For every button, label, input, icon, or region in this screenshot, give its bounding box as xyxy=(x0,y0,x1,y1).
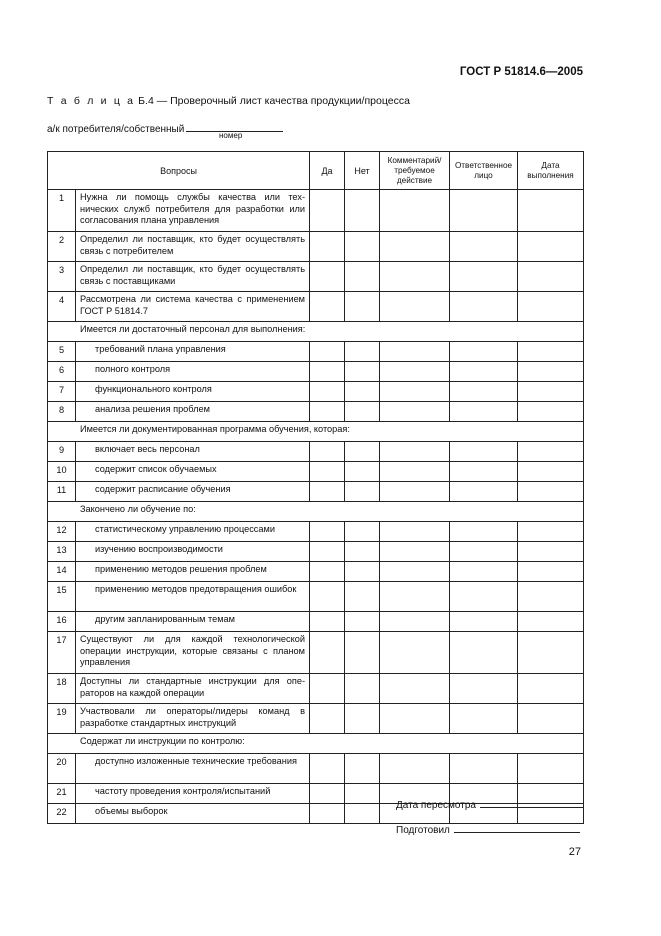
question-text: Участвовали ли операторы/лидеры команд в разработке стандартных инструкций xyxy=(76,704,310,734)
no-cell[interactable] xyxy=(345,612,380,632)
question-row xyxy=(48,362,584,382)
question-text: содержит расписание обучения xyxy=(76,482,310,502)
comment-cell[interactable] xyxy=(380,342,450,362)
question-number: 2 xyxy=(48,232,76,262)
question-text: Доступны ли стандартные инструкции для операторов на каждой операции xyxy=(76,674,310,704)
responsible-cell[interactable] xyxy=(450,190,518,232)
no-cell[interactable] xyxy=(345,582,380,612)
responsible-cell[interactable] xyxy=(450,612,518,632)
date-cell[interactable] xyxy=(518,542,584,562)
checklist-table xyxy=(47,151,584,824)
date-cell[interactable] xyxy=(518,582,584,612)
question-row xyxy=(48,442,584,462)
yes-cell[interactable] xyxy=(310,632,345,674)
no-cell[interactable] xyxy=(345,402,380,422)
comment-cell[interactable] xyxy=(380,582,450,612)
date-cell[interactable] xyxy=(518,232,584,262)
question-number: 20 xyxy=(48,754,76,784)
question-row xyxy=(48,462,584,482)
group-row xyxy=(48,502,584,522)
date-cell[interactable] xyxy=(518,462,584,482)
yes-cell[interactable] xyxy=(310,612,345,632)
yes-cell[interactable] xyxy=(310,804,345,824)
responsible-cell[interactable] xyxy=(450,362,518,382)
question-text: полного контроля xyxy=(76,362,310,382)
group-row xyxy=(48,734,584,754)
date-cell[interactable] xyxy=(518,482,584,502)
question-row xyxy=(48,342,584,362)
yes-cell[interactable] xyxy=(310,462,345,482)
date-cell[interactable] xyxy=(518,674,584,704)
no-cell[interactable] xyxy=(345,232,380,262)
responsible-cell[interactable] xyxy=(450,542,518,562)
question-text: частоту проведения контроля/испытаний xyxy=(76,784,310,804)
yes-cell[interactable] xyxy=(310,402,345,422)
question-number: 21 xyxy=(48,784,76,804)
question-text: доступно изложенные технические требования xyxy=(76,754,310,784)
question-text: другим запланированным темам xyxy=(76,612,310,632)
prepared-by-label: Подготовил xyxy=(396,825,450,836)
yes-cell[interactable] xyxy=(310,342,345,362)
question-row xyxy=(48,482,584,502)
date-cell[interactable] xyxy=(518,342,584,362)
no-cell[interactable] xyxy=(345,362,380,382)
date-cell[interactable] xyxy=(518,292,584,322)
yes-cell[interactable] xyxy=(310,190,345,232)
question-row xyxy=(48,232,584,262)
comment-cell[interactable] xyxy=(380,612,450,632)
no-cell[interactable] xyxy=(345,704,380,734)
no-cell[interactable] xyxy=(345,382,380,402)
question-text: применению методов предотвращения ошибок xyxy=(76,582,310,612)
question-number: 5 xyxy=(48,342,76,362)
question-row xyxy=(48,562,584,582)
review-date-label: Дата пересмотра xyxy=(396,800,476,811)
date-cell[interactable] xyxy=(518,442,584,462)
date-cell[interactable] xyxy=(518,704,584,734)
responsible-cell[interactable] xyxy=(450,462,518,482)
no-cell[interactable] xyxy=(345,462,380,482)
yes-cell[interactable] xyxy=(310,784,345,804)
question-row xyxy=(48,382,584,402)
comment-cell[interactable] xyxy=(380,382,450,402)
yes-cell[interactable] xyxy=(310,442,345,462)
comment-cell[interactable] xyxy=(380,262,450,292)
group-heading: Имеется ли документированная программа обучения, которая: xyxy=(48,422,584,442)
no-cell[interactable] xyxy=(345,754,380,784)
date-cell[interactable] xyxy=(518,382,584,402)
no-cell[interactable] xyxy=(345,292,380,322)
question-row xyxy=(48,402,584,422)
question-row xyxy=(48,754,584,784)
owner-field xyxy=(47,121,283,135)
responsible-cell[interactable] xyxy=(450,522,518,542)
question-number: 14 xyxy=(48,562,76,582)
responsible-cell[interactable] xyxy=(450,704,518,734)
yes-cell[interactable] xyxy=(310,362,345,382)
date-cell[interactable] xyxy=(518,632,584,674)
question-text: требований плана управления xyxy=(76,342,310,362)
group-row xyxy=(48,422,584,442)
question-text: применению методов решения проблем xyxy=(76,562,310,582)
checklist-body xyxy=(48,190,584,824)
question-number: 4 xyxy=(48,292,76,322)
comment-cell[interactable] xyxy=(380,482,450,502)
caption-number: Б.4 xyxy=(138,95,154,107)
header-comment: Комментарий/ требуемое действие xyxy=(380,152,450,190)
question-number: 10 xyxy=(48,462,76,482)
question-number: 17 xyxy=(48,632,76,674)
no-cell[interactable] xyxy=(345,674,380,704)
responsible-cell[interactable] xyxy=(450,382,518,402)
header-responsible: Ответственное лицо xyxy=(450,152,518,190)
yes-cell[interactable] xyxy=(310,674,345,704)
question-number: 8 xyxy=(48,402,76,422)
question-text: анализа решения проблем xyxy=(76,402,310,422)
no-cell[interactable] xyxy=(345,522,380,542)
header-yes: Да xyxy=(310,152,345,190)
question-text: Существуют ли для каждой технологической операции инструкции, которые связаны с планом управления xyxy=(76,632,310,674)
group-heading: Закончено ли обучение по: xyxy=(48,502,584,522)
yes-cell[interactable] xyxy=(310,292,345,322)
date-cell[interactable] xyxy=(518,754,584,784)
yes-cell[interactable] xyxy=(310,262,345,292)
caption-prefix: Т а б л и ц а xyxy=(47,95,136,107)
question-row xyxy=(48,612,584,632)
yes-cell[interactable] xyxy=(310,704,345,734)
question-text: Определил ли поставщик, кто будет осуществлять связь с поставщиками xyxy=(76,262,310,292)
question-text: изучению воспроизводимости xyxy=(76,542,310,562)
responsible-cell[interactable] xyxy=(450,582,518,612)
question-number: 7 xyxy=(48,382,76,402)
responsible-cell[interactable] xyxy=(450,482,518,502)
no-cell[interactable] xyxy=(345,632,380,674)
no-cell[interactable] xyxy=(345,542,380,562)
header-date: Дата выполнения xyxy=(518,152,584,190)
question-number: 22 xyxy=(48,804,76,824)
comment-cell[interactable] xyxy=(380,462,450,482)
question-text: Нужна ли помощь службы качества или технических служб потребителя для разработки или согласования плана управления xyxy=(76,190,310,232)
responsible-cell[interactable] xyxy=(450,292,518,322)
responsible-cell[interactable] xyxy=(450,262,518,292)
yes-cell[interactable] xyxy=(310,482,345,502)
date-cell[interactable] xyxy=(518,362,584,382)
group-heading: Содержат ли инструкции по контролю: xyxy=(48,734,584,754)
no-cell[interactable] xyxy=(345,482,380,502)
question-text: содержит список обучаемых xyxy=(76,462,310,482)
header-no: Нет xyxy=(345,152,380,190)
responsible-cell[interactable] xyxy=(450,674,518,704)
no-cell[interactable] xyxy=(345,562,380,582)
comment-cell[interactable] xyxy=(380,632,450,674)
review-date-line[interactable] xyxy=(480,797,584,808)
no-cell[interactable] xyxy=(345,784,380,804)
question-number: 12 xyxy=(48,522,76,542)
yes-cell[interactable] xyxy=(310,522,345,542)
question-number: 13 xyxy=(48,542,76,562)
question-number: 19 xyxy=(48,704,76,734)
standard-number: ГОСТ Р 51814.6—2005 xyxy=(459,66,583,78)
comment-cell[interactable] xyxy=(380,562,450,582)
comment-cell[interactable] xyxy=(380,292,450,322)
comment-cell[interactable] xyxy=(380,754,450,784)
no-cell[interactable] xyxy=(345,262,380,292)
comment-cell[interactable] xyxy=(380,362,450,382)
yes-cell[interactable] xyxy=(310,582,345,612)
comment-cell[interactable] xyxy=(380,542,450,562)
question-row xyxy=(48,674,584,704)
comment-cell[interactable] xyxy=(380,522,450,542)
responsible-cell[interactable] xyxy=(450,342,518,362)
date-cell[interactable] xyxy=(518,562,584,582)
question-text: включает весь персонал xyxy=(76,442,310,462)
responsible-cell[interactable] xyxy=(450,232,518,262)
question-number: 1 xyxy=(48,190,76,232)
owner-sublabel: номер xyxy=(219,131,243,140)
yes-cell[interactable] xyxy=(310,382,345,402)
responsible-cell[interactable] xyxy=(450,402,518,422)
owner-label: а/к потребителя/собственный xyxy=(47,124,185,135)
no-cell[interactable] xyxy=(345,342,380,362)
question-number: 18 xyxy=(48,674,76,704)
comment-cell[interactable] xyxy=(380,232,450,262)
group-heading: Имеется ли достаточный персонал для выполнения: xyxy=(48,322,584,342)
no-cell[interactable] xyxy=(345,804,380,824)
table-caption xyxy=(47,95,410,107)
yes-cell[interactable] xyxy=(310,232,345,262)
responsible-cell[interactable] xyxy=(450,562,518,582)
page-number: 27 xyxy=(568,846,581,858)
comment-cell[interactable] xyxy=(380,704,450,734)
question-row xyxy=(48,704,584,734)
comment-cell[interactable] xyxy=(380,190,450,232)
question-row xyxy=(48,582,584,612)
question-number: 11 xyxy=(48,482,76,502)
prepared-by-line[interactable] xyxy=(454,822,580,833)
question-number: 3 xyxy=(48,262,76,292)
date-cell[interactable] xyxy=(518,402,584,422)
question-number: 9 xyxy=(48,442,76,462)
question-text: Рассмотрена ли система качества с применением ГОСТ Р 51814.7 xyxy=(76,292,310,322)
question-row xyxy=(48,632,584,674)
comment-cell[interactable] xyxy=(380,674,450,704)
review-date-field xyxy=(396,797,584,811)
question-row xyxy=(48,190,584,232)
yes-cell[interactable] xyxy=(310,754,345,784)
comment-cell[interactable] xyxy=(380,402,450,422)
date-cell[interactable] xyxy=(518,612,584,632)
responsible-cell[interactable] xyxy=(450,632,518,674)
date-cell[interactable] xyxy=(518,522,584,542)
group-row xyxy=(48,322,584,342)
header-questions: Вопросы xyxy=(48,152,310,190)
date-cell[interactable] xyxy=(518,190,584,232)
question-text: Определил ли поставщик, кто будет осуществлять связь с потребителем xyxy=(76,232,310,262)
caption-title: — Проверочный лист качества продукции/процесса xyxy=(156,95,410,107)
no-cell[interactable] xyxy=(345,442,380,462)
no-cell[interactable] xyxy=(345,190,380,232)
yes-cell[interactable] xyxy=(310,562,345,582)
question-row xyxy=(48,542,584,562)
yes-cell[interactable] xyxy=(310,542,345,562)
prepared-by-field xyxy=(396,822,580,836)
question-row xyxy=(48,522,584,542)
question-number: 6 xyxy=(48,362,76,382)
comment-cell[interactable] xyxy=(380,442,450,462)
responsible-cell[interactable] xyxy=(450,754,518,784)
question-text: объемы выборок xyxy=(76,804,310,824)
date-cell[interactable] xyxy=(518,262,584,292)
question-number: 16 xyxy=(48,612,76,632)
question-text: статистическому управлению процессами xyxy=(76,522,310,542)
responsible-cell[interactable] xyxy=(450,442,518,462)
question-text: функционального контроля xyxy=(76,382,310,402)
question-row xyxy=(48,262,584,292)
question-number: 15 xyxy=(48,582,76,612)
question-row xyxy=(48,292,584,322)
